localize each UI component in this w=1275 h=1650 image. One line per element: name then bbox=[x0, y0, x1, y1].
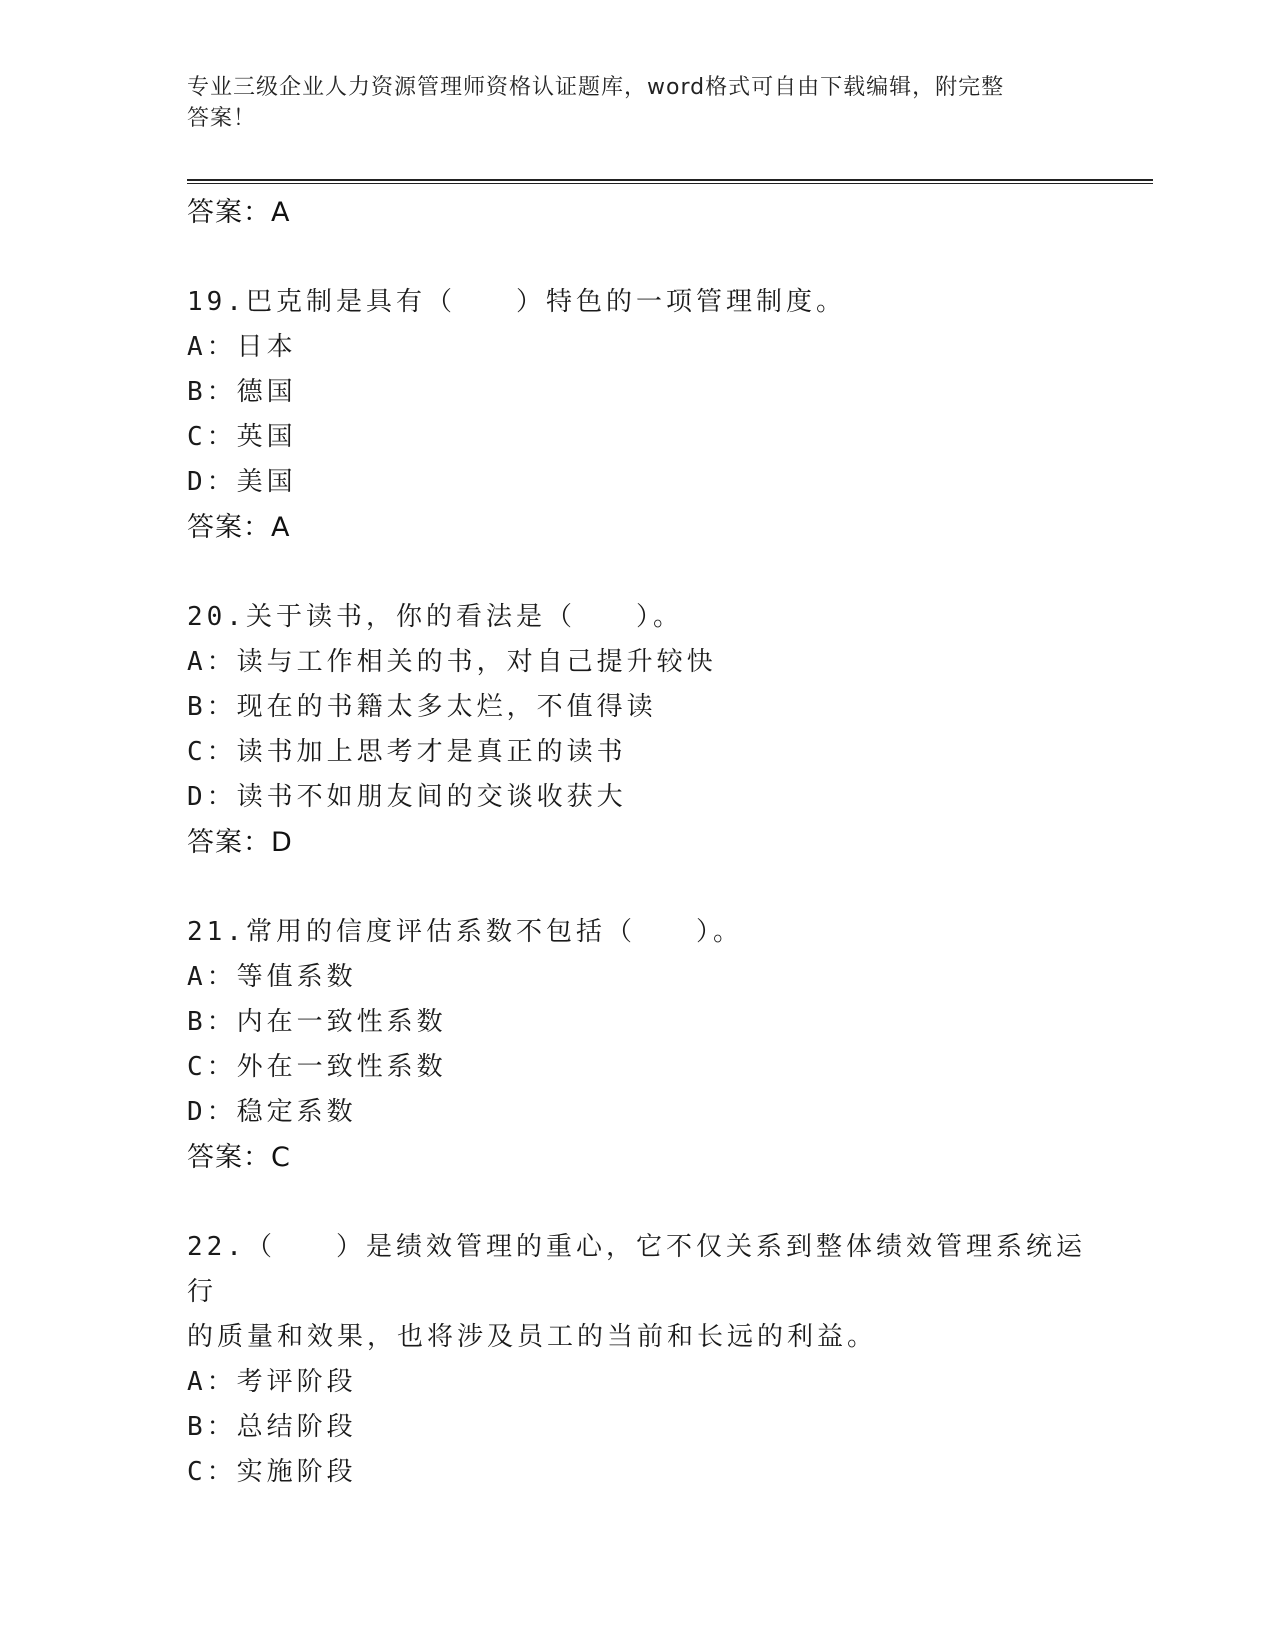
option-b: B：总结阶段 bbox=[187, 1412, 357, 1442]
spacer bbox=[187, 865, 1087, 910]
header-divider-thin bbox=[187, 183, 1153, 184]
document-header bbox=[187, 72, 1067, 134]
header-line-1: 专业三级企业人力资源管理师资格认证题库，word格式可自由下载编辑，附完整 bbox=[187, 75, 1005, 100]
option-a: A：读与工作相关的书，对自己提升较快 bbox=[187, 647, 717, 677]
option-c: C：实施阶段 bbox=[187, 1457, 357, 1487]
option-d: D：读书不如朋友间的交谈收获大 bbox=[187, 782, 627, 812]
answer-line: 答案：A bbox=[187, 197, 291, 228]
question-stem: 21.常用的信度评估系数不包括（ ）。 bbox=[187, 917, 743, 947]
question-stem-line-2: 的质量和效果，也将涉及员工的当前和长远的利益。 bbox=[187, 1322, 878, 1352]
question-stem: 19.巴克制是具有（ ）特色的一项管理制度。 bbox=[187, 287, 846, 317]
option-b: B：德国 bbox=[187, 377, 297, 407]
question-stem-line-1: 22.（ ）是绩效管理的重心，它不仅关系到整体绩效管理系统运行 bbox=[187, 1232, 1086, 1307]
question-stem: 20.关于读书，你的看法是（ ）。 bbox=[187, 602, 683, 632]
spacer bbox=[187, 1180, 1087, 1225]
option-a: A：等值系数 bbox=[187, 962, 357, 992]
option-d: D：稳定系数 bbox=[187, 1097, 357, 1127]
question-20 bbox=[187, 595, 1087, 865]
header-divider-thick bbox=[187, 179, 1153, 181]
question-list bbox=[187, 190, 1087, 1495]
question-22 bbox=[187, 1225, 1087, 1495]
option-a: A：考评阶段 bbox=[187, 1367, 357, 1397]
answer-line: 答案：D bbox=[187, 827, 293, 858]
question-19 bbox=[187, 280, 1087, 550]
option-d: D：美国 bbox=[187, 467, 297, 497]
question-21 bbox=[187, 910, 1087, 1180]
header-line-2: 答案！ bbox=[187, 106, 257, 131]
option-b: B：现在的书籍太多太烂，不值得读 bbox=[187, 692, 657, 722]
option-c: C：外在一致性系数 bbox=[187, 1052, 447, 1082]
spacer bbox=[187, 550, 1087, 595]
answer-line: 答案：C bbox=[187, 1142, 291, 1173]
option-c: C：英国 bbox=[187, 422, 297, 452]
option-c: C：读书加上思考才是真正的读书 bbox=[187, 737, 627, 767]
answer-line: 答案：A bbox=[187, 512, 291, 543]
option-a: A：日本 bbox=[187, 332, 297, 362]
spacer bbox=[187, 235, 1087, 280]
option-b: B：内在一致性系数 bbox=[187, 1007, 447, 1037]
